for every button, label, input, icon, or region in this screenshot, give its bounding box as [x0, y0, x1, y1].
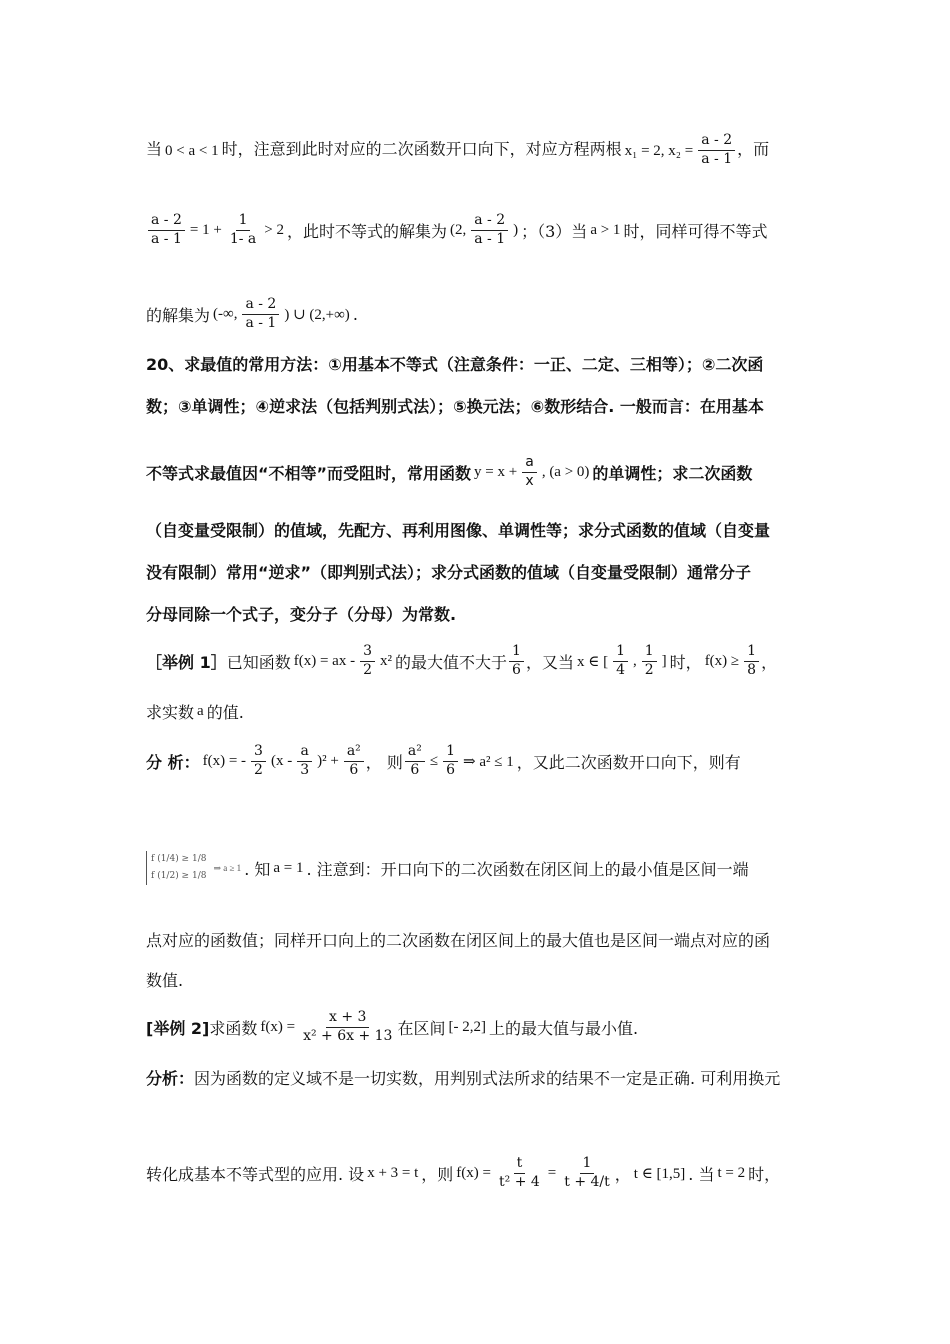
system-row: f (1/2) ≥ 1/8 [151, 871, 207, 881]
system-row: f (1/4) ≥ 1/8 [151, 853, 207, 864]
paragraph-line-11 [146, 698, 810, 724]
math-expr: )² + [317, 752, 339, 769]
math-expr: f(x) = [260, 1018, 296, 1035]
math-expr: , [633, 652, 637, 669]
math-expr: a = 1 [273, 859, 304, 876]
paragraph-line-4 [146, 350, 810, 376]
text: 数值. [146, 970, 184, 990]
analysis-tag: 分析： [146, 1068, 195, 1088]
math-inequality: 0 < a < 1 [165, 142, 219, 159]
paragraph-line-5 [146, 392, 810, 418]
math-expr: y = x + [474, 463, 518, 480]
fraction: $\frac{1}{6}$ [443, 743, 458, 779]
text: . [352, 304, 358, 324]
fraction: $\frac{a - 2}{a - 1}$ [148, 212, 185, 248]
math-expr: (-∞, [213, 305, 238, 322]
fraction: $\frac{x + 3}{\text{x² + 6x + 13}}$ [303, 1009, 393, 1044]
text: 求实数 [146, 702, 195, 722]
text: . 注意到：开口向下的二次函数在闭区间上的最小值是区间一端 [306, 859, 749, 879]
fraction: $\frac{\text{a²}}{6}$ [405, 743, 425, 779]
text: ，则 [421, 1164, 454, 1184]
paragraph-line-10 [146, 640, 810, 682]
math-expr: = [547, 1164, 557, 1181]
paragraph-line-2 [146, 210, 810, 250]
fraction: $\frac{t}{\text{t² + 4}}$ [499, 1155, 540, 1190]
math-expr: ) [513, 221, 519, 238]
fraction: $\frac{a - 2}{a - 1}$ [471, 212, 508, 248]
text: 上的最大值与最小值. [488, 1018, 639, 1038]
math-expr: ⇒ a² ≤ 1 [463, 753, 514, 770]
math-expr: (2, [449, 221, 467, 238]
math-expr: a > 1 [590, 221, 621, 238]
equation-system [146, 851, 206, 885]
text: 转化成基本不等式型的应用. 设 [146, 1164, 365, 1184]
text: . 知 [244, 859, 271, 879]
text: ， [761, 652, 778, 672]
paragraph-line-8 [146, 558, 810, 584]
fraction: $\frac{1}{6}$ [509, 643, 524, 679]
text: ，又当 [525, 652, 574, 672]
paragraph-line-12 [146, 740, 810, 782]
math-expr: ≤ [429, 752, 439, 769]
fraction: $\frac{3}{2}$ [251, 743, 266, 779]
text: ， [614, 1164, 631, 1184]
analysis-tag: 分 析： [146, 752, 200, 772]
math-expr: ⇒ a ≥ 1 [213, 862, 242, 873]
math-expr: ) ∪ (2,+∞) [284, 306, 350, 323]
text: 数；③单调性；④逆求法（包括判别式法）；⑤换元法；⑥数形结合. 一般而言：在用基本 [146, 396, 764, 416]
paragraph-line-17 [146, 1064, 810, 1090]
text: 的解集为 [146, 305, 211, 325]
text: ，又此二次函数开口向下，则有 [516, 752, 741, 772]
paragraph-line-15 [146, 966, 810, 992]
text: 时，注意到此时对应的二次函数开口向下，对应方程两根 [221, 139, 622, 159]
text: 分母同除一个式子，变分子（分母）为常数. [146, 604, 457, 624]
math-expr: f(x) = [456, 1164, 491, 1181]
paragraph-line-9 [146, 600, 810, 626]
math-expr: f(x) = - [202, 752, 247, 769]
paragraph-line-6 [146, 452, 810, 492]
paragraph-line-13 [146, 842, 810, 894]
fraction: $\frac{3}{2}$ [360, 643, 375, 679]
paragraph-line-1 [146, 132, 810, 168]
math-expr: f(x) = ax - [293, 652, 356, 669]
text: . 当 [688, 1164, 715, 1184]
paragraph-line-3 [146, 294, 810, 334]
text: ， 则 [365, 752, 403, 772]
math-expr: ] [661, 652, 667, 669]
math-expr: > 2 [264, 221, 284, 238]
text: 的单调性；求二次函数 [592, 463, 753, 483]
math-roots: x₁ = 2, x₂ = [624, 142, 694, 159]
paragraph-line-7 [146, 516, 810, 542]
text: 没有限制）常用“逆求”（即判别式法）；求分式函数的值域（自变量受限制）通常分子 [146, 562, 752, 582]
text: 时， [748, 1164, 781, 1184]
math-expr: a [197, 702, 204, 719]
text: 当 [146, 139, 163, 159]
math-expr: f(x) ≥ [704, 652, 740, 669]
text: 已知函数 [226, 652, 291, 672]
math-expr: (x - [270, 752, 293, 769]
text: 时， [669, 652, 702, 672]
fraction: $\frac{a}{x}$ [522, 454, 537, 490]
paragraph-line-14 [146, 926, 810, 952]
math-expr: x + 3 = t [367, 1164, 419, 1181]
fraction: $\frac{1}{t + 4/t}$ [564, 1155, 610, 1190]
text: 因为函数的定义域不是一切实数，用判别式法所求的结果不一定是正确. 可利用换元 [194, 1068, 781, 1088]
example-tag: ［举例 1］ [146, 652, 227, 672]
math-expr: x ∈ [ [576, 653, 609, 670]
text: （自变量受限制）的值域，先配方、再利用图像、单调性等；求分式函数的值域（自变量 [146, 520, 771, 540]
text: 在区间 [397, 1018, 446, 1038]
math-expr: x² [380, 652, 393, 669]
text: 时，同样可得不等式 [623, 221, 768, 241]
section-heading: 20、求最值的常用方法：①用基本不等式（注意条件：一正、二定、三相等）；②二次函 [146, 354, 764, 374]
fraction: $\frac{1}{1- a}$ [229, 212, 257, 247]
math-expr: = 1 + [189, 221, 222, 238]
text: 的最大值不大于 [395, 652, 508, 672]
text: ；（3）当 [521, 221, 588, 241]
text: 不等式求最值因“不相等”而受阻时，常用函数 [146, 463, 472, 483]
fraction: $\frac{1}{2}$ [642, 643, 657, 679]
math-expr: t = 2 [717, 1164, 746, 1181]
text: 的值. [206, 702, 244, 722]
fraction: $\frac{a - 2}{a - 1}$ [242, 296, 279, 332]
fraction: $\frac{1}{8}$ [744, 643, 759, 679]
text: ，此时不等式的解集为 [286, 221, 447, 241]
text: ，而 [737, 139, 770, 159]
fraction: $\frac{a - 2}{a - 1}$ [698, 132, 735, 168]
fraction: $\frac{\text{a²}}{6}$ [344, 743, 364, 779]
math-expr: [- 2,2] [448, 1018, 486, 1035]
example-tag: [举例 2] [146, 1018, 210, 1038]
math-expr: , (a > 0) [541, 463, 590, 480]
text: 点对应的函数值；同样开口向上的二次函数在闭区间上的最大值也是区间一端点对应的函 [146, 930, 771, 950]
paragraph-line-16 [146, 1004, 810, 1050]
paragraph-line-18 [146, 1140, 810, 1206]
math-expr: t ∈ [1,5] [633, 1165, 686, 1182]
text: 求函数 [209, 1018, 258, 1038]
fraction: $\frac{a}{3}$ [297, 743, 312, 779]
fraction: $\frac{1}{4}$ [613, 643, 628, 679]
